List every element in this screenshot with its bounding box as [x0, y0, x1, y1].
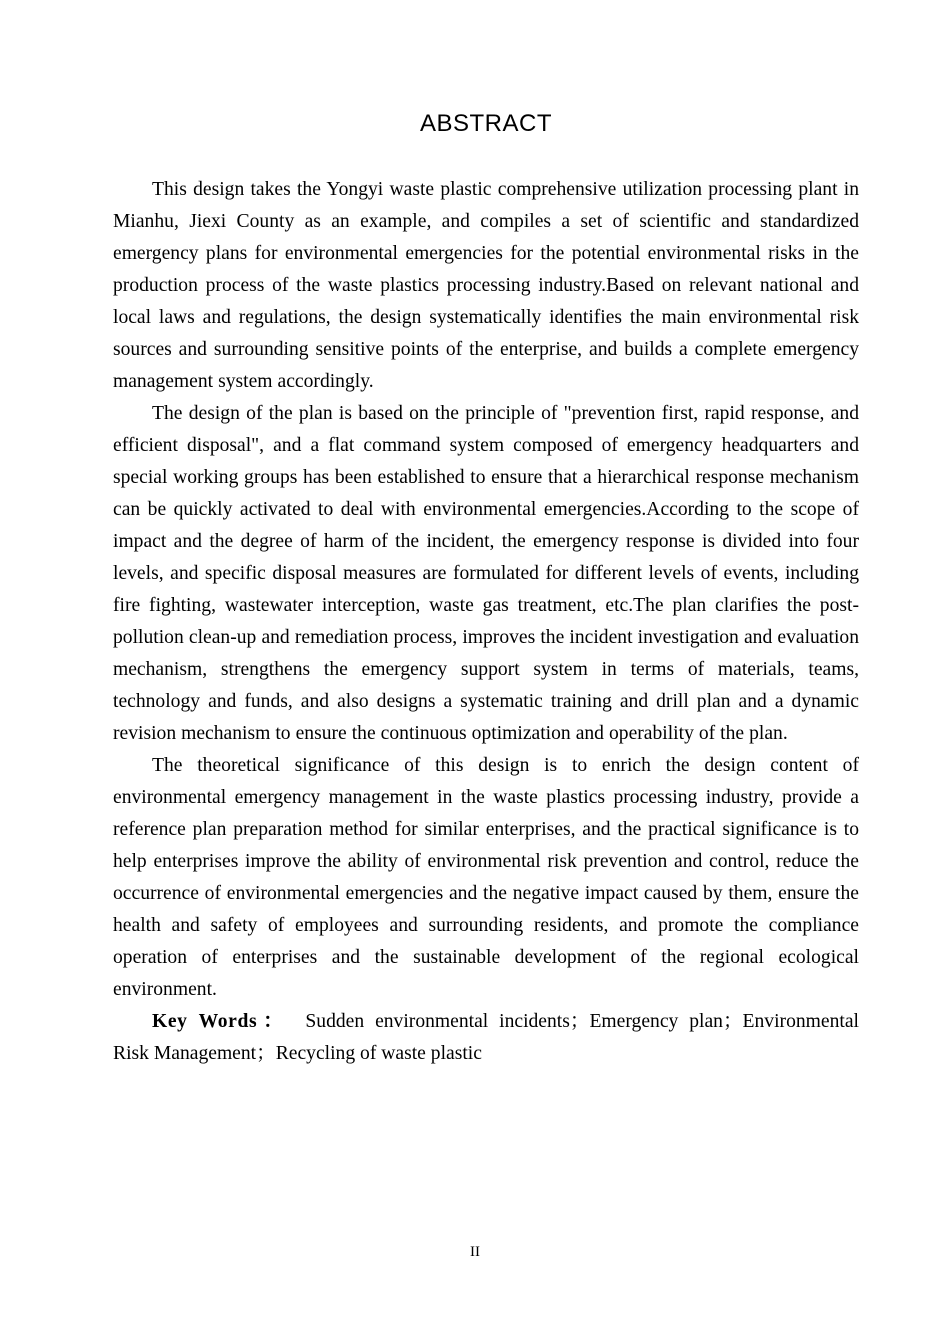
keywords-line	[113, 1006, 859, 1070]
page-number-footer: II	[470, 1244, 480, 1260]
keywords-value: Sudden environmental incidents；Emergency plan；Environmental Risk Management；Recycling of waste plastic	[113, 1011, 859, 1064]
abstract-content	[113, 108, 859, 1070]
abstract-paragraph-3: The theoretical significance of this design is to enrich the design content of environmental emergency management in the waste plastics processing industry, provide a reference plan preparation method for similar enterprises, and the practical significance is to help enterprises improve the ability of environmental risk prevention and control, reduce the occurrence of environmental emergencies and the negative impact caused by them, ensure the health and safety of employees and surrounding residents, and promote the compliance operation of enterprises and the sustainable development of the regional ecological environment.	[113, 755, 859, 1000]
abstract-paragraph-1: This design takes the Yongyi waste plastic comprehensive utilization processing plant in Mianhu, Jiexi County as an example, and compiles a set of scientific and standardized emergency plans for environmental emergencies for the potential environmental risks in the production process of the waste plastics processing industry.Based on relevant national and local laws and regulations, the design systematically identifies the main environmental risk sources and surrounding sensitive points of the enterprise, and builds a complete emergency management system accordingly.	[113, 179, 859, 392]
keywords-label: Key Words：	[152, 1011, 290, 1032]
page-title: ABSTRACT	[419, 110, 552, 137]
abstract-paragraph-2: The design of the plan is based on the principle of "prevention first, rapid response, and efficient disposal", and a flat command system composed of emergency headquarters and special working groups has been established to ensure that a hierarchical response mechanism can be quickly activated to deal with environmental emergencies.According to the scope of impact and the degree of harm of the incident, the emergency response is divided into four levels, and specific disposal measures are formulated for different levels of events, including fire fighting, wastewater interception, waste gas treatment, etc.The plan clarifies the post-pollution clean-up and remediation process, improves the incident investigation and evaluation mechanism, strengthens the emergency support system in terms of materials, teams, technology and funds, and also designs a systematic training and drill plan and a dynamic revision mechanism to ensure the continuous optimization and operability of the plan.	[113, 403, 859, 744]
